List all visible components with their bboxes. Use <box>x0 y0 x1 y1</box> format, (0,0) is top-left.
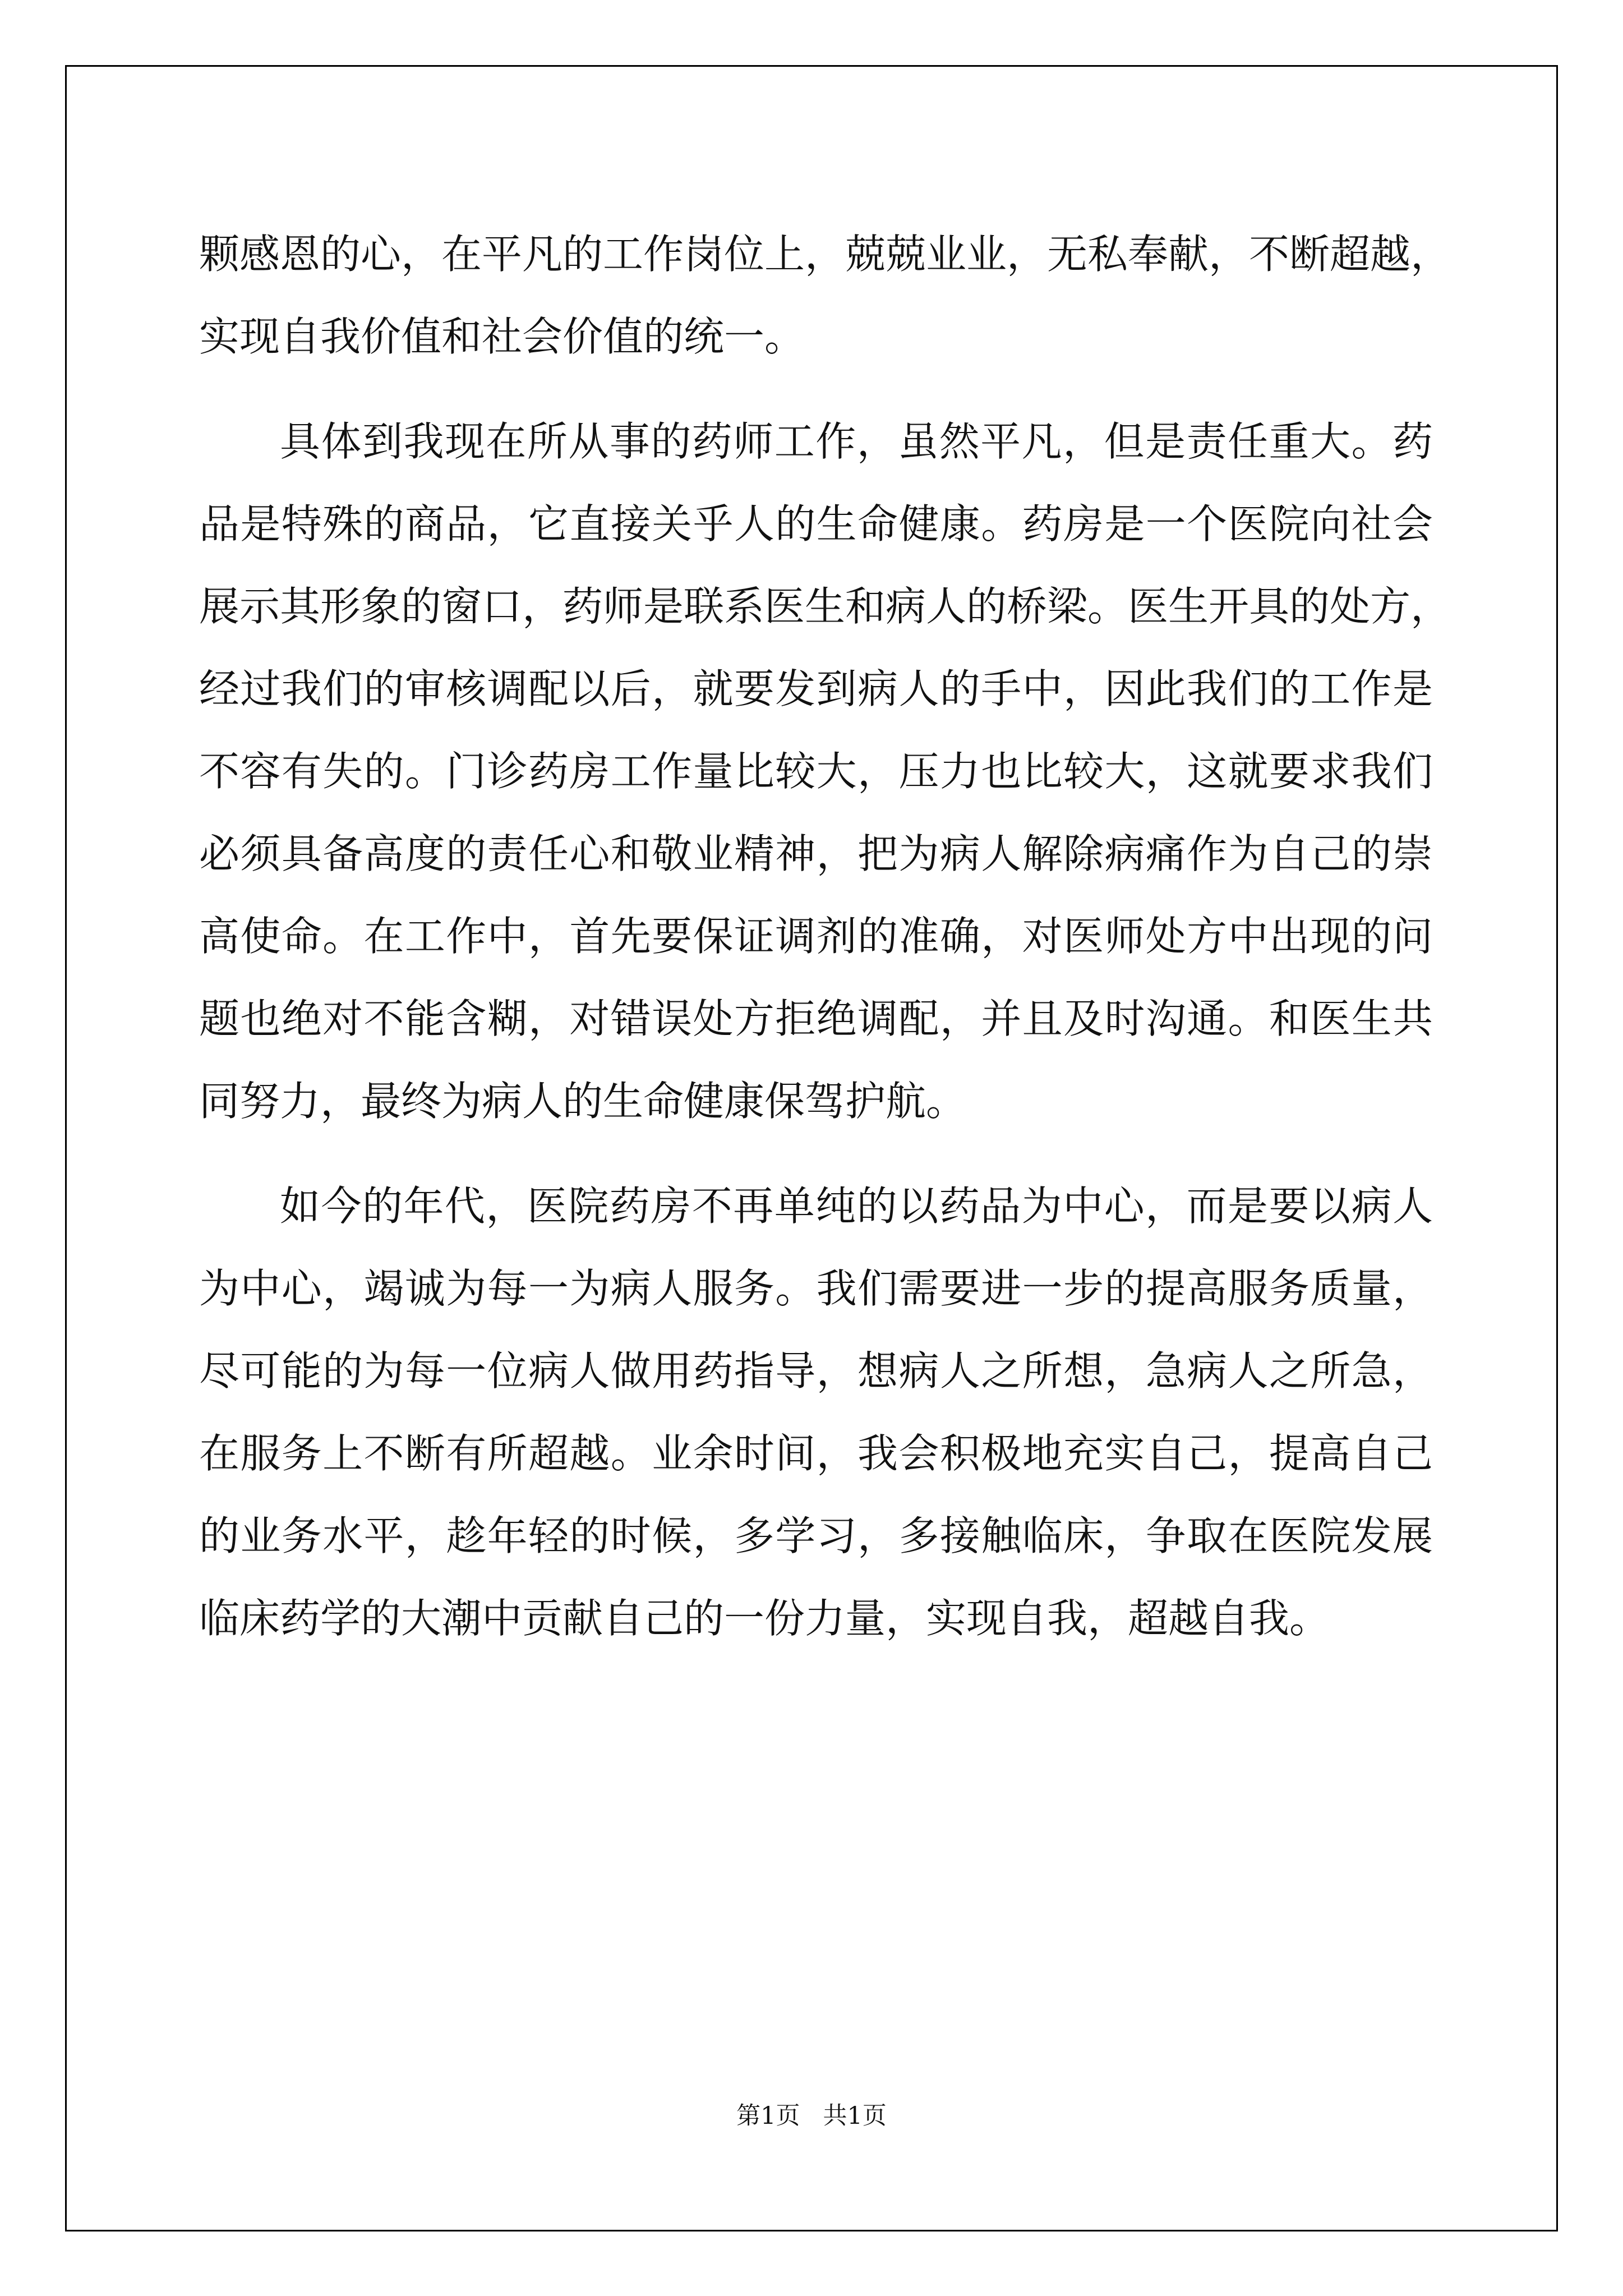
text-line: 高使命。在工作中，首先要保证调剂的准确，对医师处方中出现的问 <box>199 913 1433 960</box>
text-line: 经过我们的审核调配以后，就要发到病人的手中，因此我们的工作是 <box>199 665 1433 712</box>
text-line: 如今的年代，医院药房不再单纯的以药品为中心，而是要以病人 <box>280 1182 1433 1230</box>
text-line: 为中心，竭诚为每一为病人服务。我们需要进一步的提高服务质量， <box>199 1265 1433 1312</box>
paragraph <box>199 213 1451 378</box>
text-line: 同努力，最终为病人的生命健康保驾护航。 <box>199 1078 967 1125</box>
text-line: 的业务水平，趁年轻的时候，多学习，多接触临床，争取在医院发展 <box>199 1512 1433 1559</box>
text-line: 临床药学的大潮中贡献自己的一份力量，实现自我，超越自我。 <box>199 1595 1330 1642</box>
text-line: 具体到我现在所从事的药师工作，虽然平凡，但是责任重大。药 <box>280 418 1433 465</box>
text-line: 题也绝对不能含糊，对错误处方拒绝调配，并且及时沟通。和医生共 <box>199 995 1433 1042</box>
text-line: 在服务上不断有所超越。业余时间，我会积极地充实自己，提高自己 <box>199 1430 1433 1477</box>
paragraph <box>199 1165 1433 1660</box>
document-body <box>199 213 1451 1660</box>
text-line: 尽可能的为每一位病人做用药指导，想病人之所想，急病人之所急， <box>199 1347 1433 1395</box>
paragraph <box>199 401 1451 1143</box>
text-line: 必须具备高度的责任心和敬业精神，把为病人解除病痛作为自己的崇 <box>199 830 1433 877</box>
text-line: 不容有失的。门诊药房工作量比较大，压力也比较大，这就要求我们 <box>199 748 1433 795</box>
text-line: 品是特殊的商品，它直接关乎人的生命健康。药房是一个医院向社会 <box>199 500 1433 547</box>
text-line: 颗感恩的心，在平凡的工作岗位上，兢兢业业，无私奉献，不断超越， <box>199 231 1451 278</box>
text-line: 展示其形象的窗口，药师是联系医生和病人的桥梁。医生开具的处方， <box>199 583 1451 630</box>
page-number: 第1页 共1页 <box>736 2102 887 2130</box>
text-line: 实现自我价值和社会价值的统一。 <box>199 313 805 360</box>
